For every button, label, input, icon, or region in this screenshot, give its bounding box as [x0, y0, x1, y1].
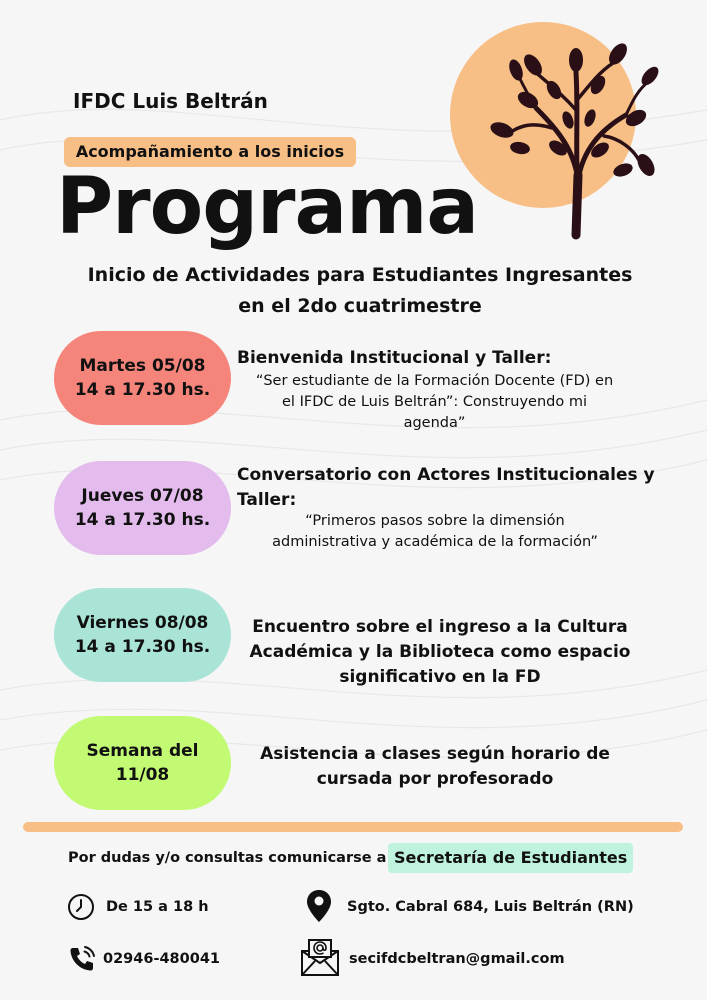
title-line: Taller:: [237, 490, 297, 510]
event-title: [237, 463, 657, 513]
subtitle: [20, 260, 700, 322]
description-line: agenda”: [403, 415, 466, 431]
event-description: [240, 511, 630, 553]
contact-office-badge: Secretaría de Estudiantes: [388, 843, 633, 873]
title-line: cursada por profesorado: [316, 769, 554, 789]
mail-icon: [300, 937, 340, 977]
time-label: 14 a 17.30 hs.: [74, 510, 211, 530]
event-title: Bienvenida Institucional y Taller:: [237, 348, 552, 368]
event-title: [240, 615, 640, 690]
date-label: Semana del: [86, 741, 199, 761]
date-label: Viernes 08/08: [76, 613, 209, 633]
description-line: “Primeros pasos sobre la dimensión: [305, 513, 565, 529]
time-label: 11/08: [115, 765, 170, 785]
title-line: Académica y la Biblioteca como espacio: [249, 642, 631, 662]
clock-icon: [67, 893, 95, 921]
title-line: significativo en la FD: [339, 667, 541, 687]
title-line: Encuentro sobre el ingreso a la Cultura: [252, 617, 628, 637]
description-line: “Ser estudiante de la Formación Docente (FD) en: [255, 373, 614, 389]
date-label: Jueves 07/08: [81, 486, 204, 506]
time-label: 14 a 17.30 hs.: [74, 637, 211, 657]
subtitle-line-1: Inicio de Actividades para Estudiantes Ingresantes: [87, 264, 633, 286]
description-line: el IFDC de Luis Beltrán”: Construyendo mi: [282, 394, 587, 410]
date-pill-week: [54, 716, 231, 810]
time-label: 14 a 17.30 hs.: [74, 380, 211, 400]
phone-icon: [67, 944, 97, 974]
address: Sgto. Cabral 684, Luis Beltrán (RN): [347, 899, 634, 915]
tagline-badge: Acompañamiento a los inicios: [64, 137, 356, 167]
divider: [23, 822, 683, 832]
date-pill-friday: [54, 588, 231, 682]
subtitle-line-2: en el 2do cuatrimestre: [238, 295, 482, 317]
title-line: Asistencia a clases según horario de: [260, 744, 610, 764]
page-title: Programa: [56, 162, 479, 252]
date-pill-tuesday: [54, 331, 231, 425]
institution-name: IFDC Luis Beltrán: [73, 89, 268, 113]
contact-prefix: Por dudas y/o consultas comunicarse a: [68, 850, 387, 866]
date-label: Martes 05/08: [79, 356, 206, 376]
email-address: secifdcbeltran@gmail.com: [349, 951, 565, 967]
phone-number: 02946-480041: [103, 951, 220, 967]
date-pill-thursday: [54, 461, 231, 555]
event-description: [232, 371, 637, 434]
tree-icon: [488, 30, 668, 242]
event-title: [250, 742, 620, 792]
location-pin-icon: [307, 890, 331, 922]
description-line: administrativa y académica de la formación”: [272, 534, 598, 550]
office-hours: De 15 a 18 h: [106, 899, 209, 915]
title-line: Conversatorio con Actores Institucionales y: [237, 465, 655, 485]
